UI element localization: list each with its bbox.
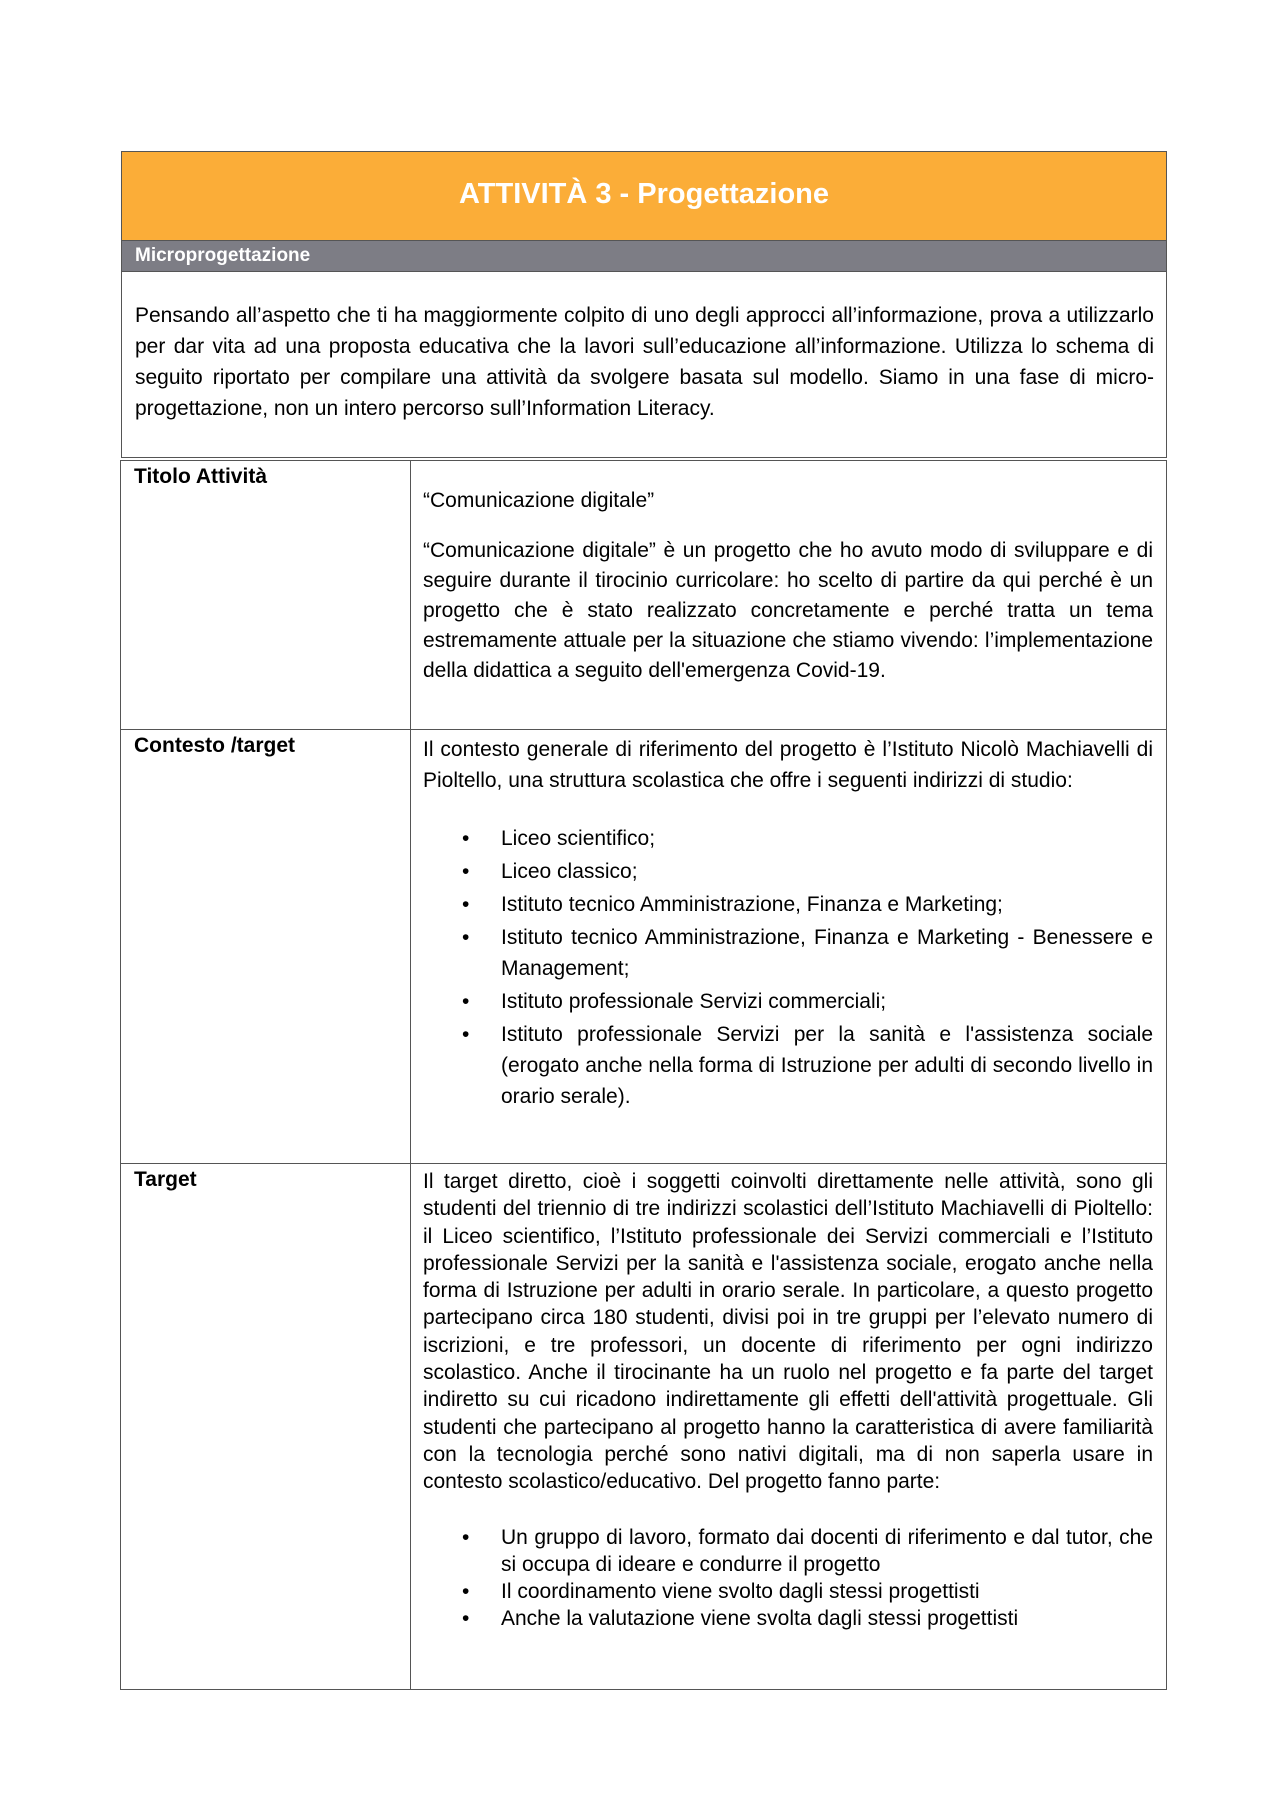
list-item: • Un gruppo di lavoro, formato dai docenti di riferimento e dal tutor, che si occupa di ideare e condurre il progetto xyxy=(501,1524,1153,1579)
label-contesto: Contesto /target xyxy=(121,730,411,1164)
activity-name: “Comunicazione digitale” xyxy=(423,489,655,512)
activity-header-box xyxy=(121,151,1167,458)
list-item: • Liceo scientifico; xyxy=(501,823,1153,854)
list-item: • Istituto tecnico Amministrazione, Finanza e Marketing; xyxy=(501,889,1153,920)
row-target xyxy=(121,1164,1167,1690)
cell-contesto xyxy=(411,730,1167,1164)
titolo-description: “Comunicazione digitale” è un progetto che ho avuto modo di sviluppare e di seguire durante il tirocinio curricolare: ho scelto di partire da qui perché è un progetto che è stato realizzato concretamente e perché tratta un tema estremamente attuale per la situazione che stiamo vivendo: l’implementazione della didattica a seguito dell'emergenza Covid-19. xyxy=(423,539,1153,682)
list-item: • Istituto professionale Servizi commerciali; xyxy=(501,986,1153,1017)
list-item: • Istituto tecnico Amministrazione, Finanza e Marketing - Benessere e Management; xyxy=(501,922,1153,984)
intro-paragraph: Pensando all’aspetto che ti ha maggiormente colpito di uno degli approcci all’informazione, prova a utilizzarlo per dar vita ad una proposta educativa che la lavori sull’educazione all’informazione. Utilizza lo schema di seguito riportato per compilare una attività da svolgere basata sul modello. Siamo in una fase di micro-progettazione, non un intero percorso sull’Information Literacy. xyxy=(122,272,1166,458)
target-description: Il target diretto, cioè i soggetti coinvolti direttamente nelle attività, sono gli studenti del triennio di tre indirizzi scolastici dell’Istituto Machiavelli di Pioltello: il Liceo scientifico, l’Istituto professionale dei Servizi commerciali e l’Istituto professionale Servizi per la sanità e l'assistenza sociale, erogato anche nella forma di Istruzione per adulti in orario serale. In particolare, a questo progetto partecipano circa 180 studenti, divisi poi in tre gruppi per l’elevato numero di iscrizioni, e tre professori, un docente di riferimento per ogni indirizzo scolastico. Anche il tirocinante ha un ruolo nel progetto e fa parte del target indiretto su cui ricadono indirettamente gli effetti dell'attività progettuale. Gli studenti che partecipano al progetto hanno la caratteristica di avere familiarità con la tecnologia perché sono nativi digitali, ma di non saperla usare in contesto scolastico/educativo. Del progetto fanno parte: xyxy=(423,1170,1153,1494)
row-titolo xyxy=(121,461,1167,730)
title-bar xyxy=(122,152,1166,241)
list-item: • Il coordinamento viene svolto dagli stessi progettisti xyxy=(501,1578,1153,1605)
cell-titolo xyxy=(411,461,1167,730)
list-item: • Liceo classico; xyxy=(501,856,1153,887)
label-titolo: Titolo Attività xyxy=(121,461,411,730)
list-item: • Anche la valutazione viene svolta dagli stessi progettisti xyxy=(501,1605,1153,1632)
activity-title: ATTIVITÀ 3 - Progettazione xyxy=(458,177,830,210)
target-list xyxy=(423,1524,1153,1633)
contesto-list xyxy=(423,823,1153,1112)
label-target: Target xyxy=(121,1164,411,1690)
row-contesto xyxy=(121,730,1167,1164)
section-heading: Microprogettazione xyxy=(122,241,1166,272)
list-item: • Istituto professionale Servizi per la sanità e l'assistenza sociale (erogato anche nella forma di Istruzione per adulti di secondo livello in orario serale). xyxy=(501,1019,1153,1112)
activity-table xyxy=(120,460,1167,1690)
contesto-description: Il contesto generale di riferimento del progetto è l’Istituto Nicolò Machiavelli di Pioltello, una struttura scolastica che offre i seguenti indirizzi di studio: xyxy=(423,738,1153,792)
cell-target xyxy=(411,1164,1167,1690)
